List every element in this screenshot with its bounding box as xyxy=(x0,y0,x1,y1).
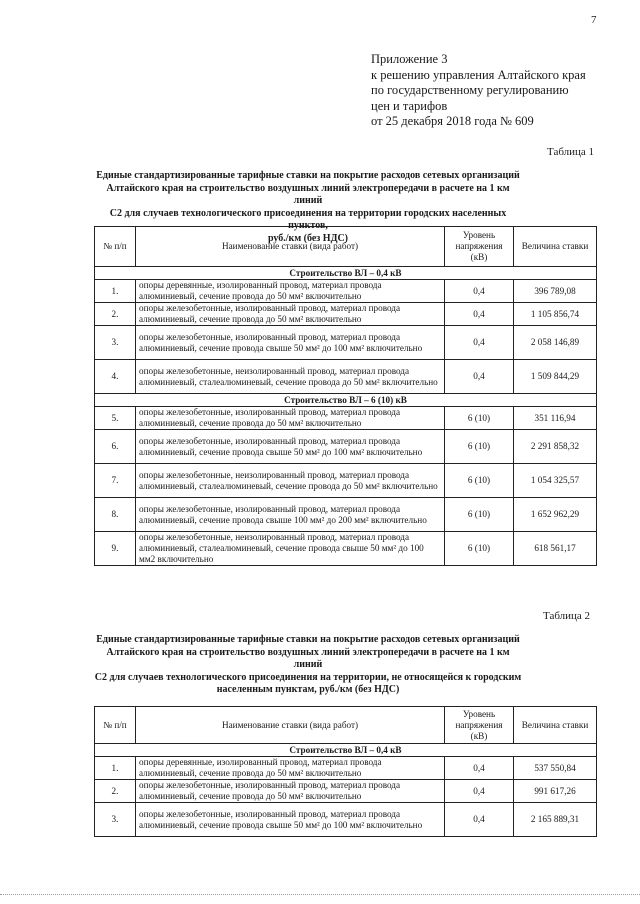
table-row xyxy=(95,280,597,303)
cell-voltage: 0,4 xyxy=(445,780,514,803)
appendix-block xyxy=(371,52,586,130)
table1-title-line: С2 для случаев технологического присоединения на территории городских населенных пунктов, xyxy=(109,207,507,231)
cell-value: 1 105 856,74 xyxy=(514,303,597,326)
table2-title-line: Алтайского края на строительство воздушных линий электропередачи в расчете на 1 км линий xyxy=(106,646,510,670)
cell-voltage: 0,4 xyxy=(445,757,514,780)
appendix-line: от 25 декабря 2018 года № 609 xyxy=(371,114,534,128)
cell-num: 2. xyxy=(95,303,136,326)
section-title: Строительство ВЛ – 0,4 кВ xyxy=(95,267,597,280)
cell-num: 3. xyxy=(95,326,136,360)
header-num: № п/п xyxy=(95,227,136,267)
table-row xyxy=(95,780,597,803)
cell-voltage: 6 (10) xyxy=(445,532,514,566)
appendix-line: по государственному регулированию xyxy=(371,83,569,97)
table1-title-line: руб./км (без НДС) xyxy=(267,232,348,244)
appendix-line: к решению управления Алтайского края xyxy=(371,67,586,82)
cell-num: 7. xyxy=(95,464,136,498)
table2-title-line: Единые стандартизированные тарифные ставки на покрытие расходов сетевых организаций xyxy=(96,634,520,645)
page-number: 7 xyxy=(591,14,597,26)
cell-value: 2 165 889,31 xyxy=(514,803,597,837)
cell-name: опоры железобетонные, неизолированный провод, материал провода алюминиевый, сталеалюминевый, сечение провода свыше 50 мм² до 100 мм2 включительно xyxy=(136,532,445,566)
cell-voltage: 0,4 xyxy=(445,303,514,326)
cell-value: 991 617,26 xyxy=(514,780,597,803)
cell-num: 6. xyxy=(95,430,136,464)
header-voltage: Уровень напряжения (кВ) xyxy=(445,707,514,744)
cell-name: опоры деревянные, изолированный провод, материал провода алюминиевый, сечение провода до 50 мм² включительно xyxy=(136,280,445,303)
cell-name: опоры железобетонные, изолированный провод, материал провода алюминиевый, сечение провода до 50 мм² включительно xyxy=(136,407,445,430)
table2 xyxy=(94,706,597,837)
appendix-line: цен и тарифов xyxy=(371,98,448,113)
cell-num: 5. xyxy=(95,407,136,430)
cell-value: 1 509 844,29 xyxy=(514,360,597,394)
table-row xyxy=(95,303,597,326)
cell-value: 1 652 962,29 xyxy=(514,498,597,532)
section-row xyxy=(95,267,597,280)
cell-value: 537 550,84 xyxy=(514,757,597,780)
scan-edge-divider xyxy=(0,894,640,896)
cell-voltage: 6 (10) xyxy=(445,464,514,498)
table1-title-line: Единые стандартизированные тарифные ставки на покрытие расходов сетевых организаций xyxy=(96,170,520,181)
table-row xyxy=(95,532,597,566)
cell-num: 2. xyxy=(95,780,136,803)
section-row xyxy=(95,394,597,407)
table2-label: Таблица 2 xyxy=(543,610,591,622)
cell-num: 9. xyxy=(95,532,136,566)
cell-name: опоры деревянные, изолированный провод, материал провода алюминиевый, сечение провода до 50 мм² включительно xyxy=(136,757,445,780)
section-title: Строительство ВЛ – 6 (10) кВ xyxy=(95,394,597,407)
table2-title-line: С2 для случаев технологического присоединения на территории, не относящейся к городским xyxy=(94,671,522,683)
cell-voltage: 6 (10) xyxy=(445,407,514,430)
section-row xyxy=(95,744,597,757)
cell-value: 618 561,17 xyxy=(514,532,597,566)
cell-voltage: 0,4 xyxy=(445,280,514,303)
cell-value: 2 291 858,32 xyxy=(514,430,597,464)
cell-num: 1. xyxy=(95,757,136,780)
table1-label: Таблица 1 xyxy=(547,146,595,158)
cell-name: опоры железобетонные, изолированный провод, материал провода алюминиевый, сечение провода до 50 мм² включительно xyxy=(136,780,445,803)
cell-voltage: 0,4 xyxy=(445,326,514,360)
section-title: Строительство ВЛ – 0,4 кВ xyxy=(95,744,597,757)
table-row xyxy=(95,407,597,430)
table-row xyxy=(95,430,597,464)
table2-title xyxy=(92,634,524,697)
header-voltage: Уровень напряжения (кВ) xyxy=(445,227,514,267)
cell-value: 396 789,08 xyxy=(514,280,597,303)
table1-title-line: Алтайского края на строительство воздушных линий электропередачи в расчете на 1 км линий xyxy=(106,182,510,206)
table2-title-line: населенным пунктам, руб./км (без НДС) xyxy=(216,684,400,695)
header-name: Наименование ставки (вида работ) xyxy=(136,227,445,267)
cell-voltage: 0,4 xyxy=(445,360,514,394)
cell-num: 3. xyxy=(95,803,136,837)
table-row xyxy=(95,803,597,837)
cell-name: опоры железобетонные, изолированный провод, материал провода алюминиевый, сечение провода свыше 100 мм² до 200 мм² включительно xyxy=(136,498,445,532)
table-row xyxy=(95,326,597,360)
table1 xyxy=(94,226,597,566)
table1-header-row xyxy=(95,227,597,267)
cell-name: опоры железобетонные, неизолированный провод, материал провода алюминиевый, сталеалюминевый, сечение провода до 50 мм² включительно xyxy=(136,464,445,498)
header-num: № п/п xyxy=(95,707,136,744)
cell-voltage: 6 (10) xyxy=(445,430,514,464)
cell-name: опоры железобетонные, изолированный провод, материал провода алюминиевый, сечение провода свыше 50 мм² до 100 мм² включительно xyxy=(136,326,445,360)
header-value: Величина ставки xyxy=(514,707,597,744)
cell-num: 4. xyxy=(95,360,136,394)
header-value: Величина ставки xyxy=(514,227,597,267)
cell-name: опоры железобетонные, изолированный провод, материал провода алюминиевый, сечение провода свыше 50 мм² до 100 мм² включительно xyxy=(136,803,445,837)
table-row xyxy=(95,757,597,780)
header-name: Наименование ставки (вида работ) xyxy=(136,707,445,744)
cell-num: 1. xyxy=(95,280,136,303)
cell-name: опоры железобетонные, неизолированный провод, материал провода алюминиевый, сталеалюминевый, сечение провода до 50 мм² включительно xyxy=(136,360,445,394)
table-row xyxy=(95,360,597,394)
cell-voltage: 0,4 xyxy=(445,803,514,837)
appendix-line: Приложение 3 xyxy=(371,52,448,66)
cell-value: 1 054 325,57 xyxy=(514,464,597,498)
cell-name: опоры железобетонные, изолированный провод, материал провода алюминиевый, сечение провода свыше 50 мм² до 100 мм² включительно xyxy=(136,430,445,464)
table-row xyxy=(95,464,597,498)
table2-header-row xyxy=(95,707,597,744)
cell-voltage: 6 (10) xyxy=(445,498,514,532)
cell-name: опоры железобетонные, изолированный провод, материал провода алюминиевый, сечение провода до 50 мм² включительно xyxy=(136,303,445,326)
table-row xyxy=(95,498,597,532)
cell-value: 351 116,94 xyxy=(514,407,597,430)
cell-num: 8. xyxy=(95,498,136,532)
cell-value: 2 058 146,89 xyxy=(514,326,597,360)
